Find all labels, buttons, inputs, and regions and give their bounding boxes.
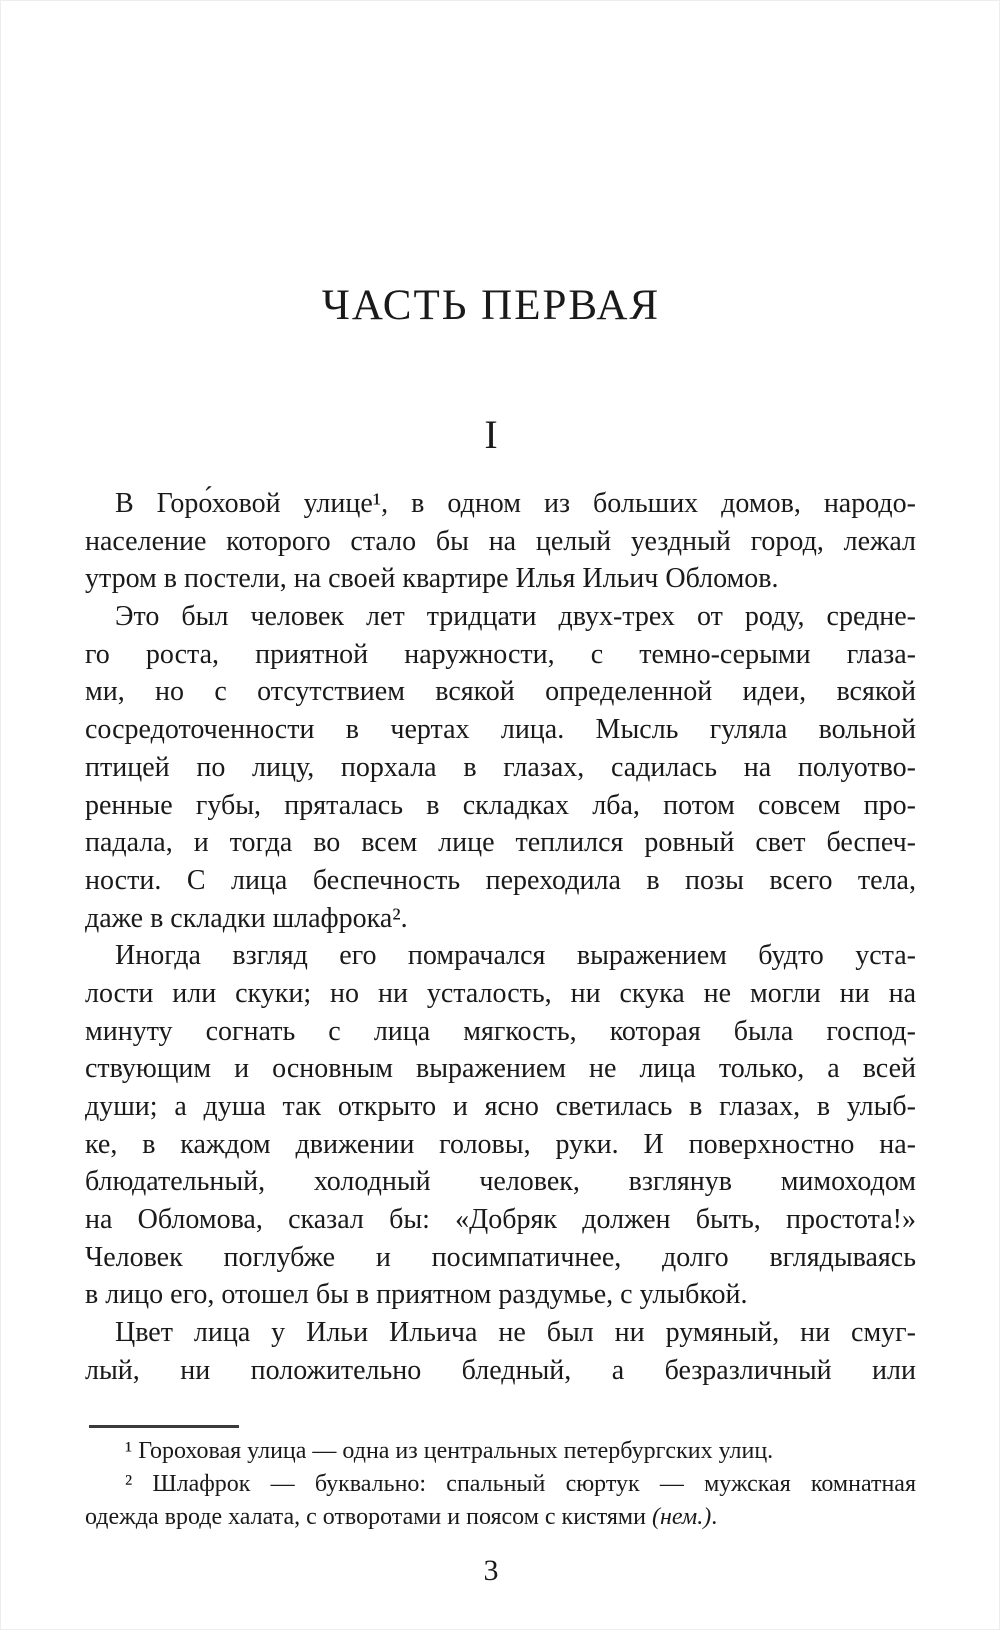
paragraph-4	[85, 1314, 916, 1389]
text-line: на Обломова, сказал бы: «Добряк должен быть, простота!»	[85, 1204, 916, 1236]
text-line: Иногда взгляд его помрачался выражением будто уста-	[115, 940, 916, 972]
text-line: население которого стало бы на целый уездный город, лежал	[85, 525, 916, 557]
text-line: Человек поглубже и посимпатичнее, долго вглядываясь	[85, 1241, 916, 1273]
footnote-text: одежда вроде халата, с отворотами и поясом с кистями	[85, 1504, 652, 1530]
text-line: ² Шлафрок — буквально: спальный сюртук — мужская комнатная	[125, 1471, 916, 1497]
language-note: (нем.)	[651, 1504, 712, 1530]
text-line: сосредоточенности в чертах лица. Мысль гуляла вольной	[85, 714, 916, 746]
paragraph-3	[85, 937, 916, 1314]
paragraph-2	[85, 598, 916, 937]
text-line: утром в постели, на своей квартире Илья Ильич Обломов.	[85, 563, 779, 595]
text-line: ствующим и основным выражением не лица только, а всей	[85, 1053, 916, 1085]
footnotes	[85, 1435, 916, 1534]
text-line: птицей по лицу, порхала в глазах, садилась на полуотво-	[85, 751, 916, 783]
text-line: в лицо его, отошел бы в приятном раздумье, с улыбкой.	[85, 1279, 748, 1311]
text-line: В Горо́ховой улице¹, в одном из больших домов, народо-	[115, 488, 916, 519]
text-line: ренные губы, пряталась в складках лба, потом совсем про-	[85, 789, 916, 821]
text-line: падала, и тогда во всем лице теплился ровный свет беспеч-	[85, 827, 916, 859]
text-line: Цвет лица у Ильи Ильича не был ни румяный, ни смуг-	[115, 1317, 916, 1349]
text-line: ности. С лица беспечность переходила в позы всего тела,	[85, 864, 916, 896]
text-line: лости или скуки; но ни усталость, ни скука не могли ни на	[85, 977, 916, 1009]
text-line: Это был человек лет тридцати двух-трех от роду, средне-	[115, 601, 916, 633]
text-line: минуту согнать с лица мягкость, которая была господ-	[85, 1015, 916, 1047]
footnote-1	[85, 1435, 916, 1468]
text-line: даже в складки шлафрока².	[85, 902, 408, 934]
footnote-2	[85, 1468, 916, 1534]
text-line: ке, в каждом движении головы, руки. И поверхностно на-	[85, 1128, 916, 1160]
chapter-numeral: I	[484, 412, 498, 457]
text-line	[85, 1501, 916, 1534]
paragraph-1	[85, 485, 916, 598]
body-text	[85, 485, 916, 1390]
text-line: блюдательный, холодный человек, взглянув мимоходом	[85, 1166, 916, 1198]
part-title: ЧАСТЬ ПЕРВАЯ	[321, 282, 661, 329]
text-line: го роста, приятной наружности, с темно-серыми глаза-	[85, 638, 916, 670]
footnote-separator	[89, 1425, 239, 1428]
text-line: ми, но с отсутствием всякой определенной идеи, всякой	[85, 676, 916, 708]
text-line: ¹ Гороховая улица — одна из центральных петербургских улиц.	[125, 1438, 774, 1464]
page-number: 3	[483, 1554, 499, 1587]
text-line: души; а душа так открыто и ясно светилась в глазах, в улыб-	[85, 1091, 916, 1122]
text-line: лый, ни положительно бледный, а безразличный или	[85, 1354, 916, 1386]
footnote-text: .	[711, 1504, 718, 1530]
